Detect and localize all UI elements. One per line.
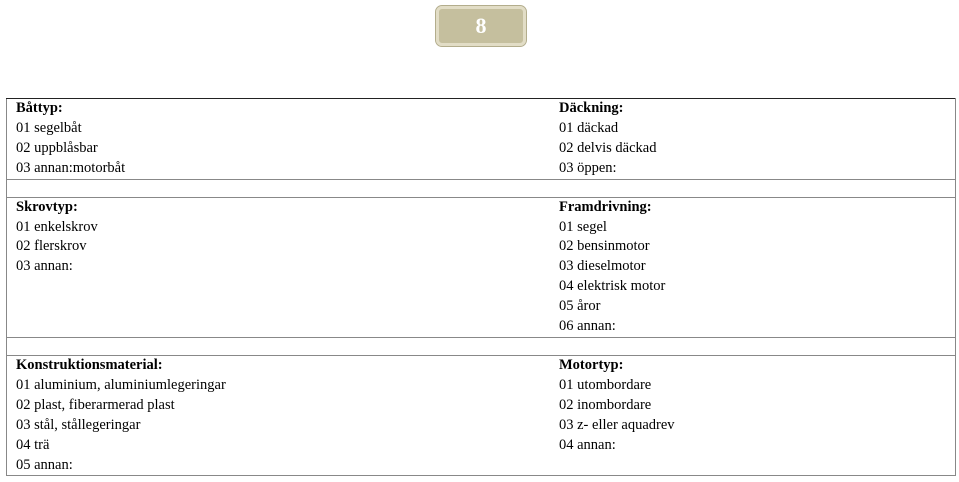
framdrivning-option: 03 dieselmotor: [541, 257, 956, 277]
form-row: [7, 218, 956, 238]
form-row: [7, 257, 956, 277]
motortyp-option: 01 utombordare: [541, 376, 956, 396]
form-row: [7, 119, 956, 139]
form-row: [7, 159, 956, 179]
section-divider: [7, 179, 956, 197]
form-row: [7, 297, 956, 317]
form-row: [7, 317, 956, 337]
framdrivning-option: 05 åror: [541, 297, 956, 317]
section-divider: [7, 337, 956, 355]
framdrivning-option: 02 bensinmotor: [541, 237, 956, 257]
form-row: [7, 277, 956, 297]
motortyp-option: 04 annan:: [541, 436, 956, 456]
form-row: [7, 396, 956, 416]
dackning-option: 03 öppen:: [541, 159, 956, 179]
dackning-heading: Däckning:: [541, 99, 956, 119]
skrovtyp-option: 01 enkelskrov: [7, 218, 542, 238]
skrovtyp-option: 02 flerskrov: [7, 237, 542, 257]
boat-registration-form: [6, 98, 956, 476]
konstruktionsmaterial-option: 02 plast, fiberarmerad plast: [7, 396, 542, 416]
konstruktionsmaterial-option: 03 stål, stållegeringar: [7, 416, 542, 436]
page-number-badge: 8: [436, 6, 526, 46]
motortyp-heading: Motortyp:: [541, 355, 956, 375]
framdrivning-option: 01 segel: [541, 218, 956, 238]
battyp-heading: Båttyp:: [7, 99, 542, 119]
battyp-option: 02 uppblåsbar: [7, 139, 542, 159]
dackning-option: 01 däckad: [541, 119, 956, 139]
skrovtyp-heading: Skrovtyp:: [7, 197, 542, 217]
form-row: [7, 197, 956, 217]
konstruktionsmaterial-heading: Konstruktionsmaterial:: [7, 355, 542, 375]
konstruktionsmaterial-option: 01 aluminium, aluminiumlegeringar: [7, 376, 542, 396]
form-row: [7, 436, 956, 456]
skrovtyp-option: 03 annan:: [7, 257, 542, 277]
dackning-option: 02 delvis däckad: [541, 139, 956, 159]
motortyp-option: 02 inombordare: [541, 396, 956, 416]
form-row: [7, 139, 956, 159]
framdrivning-heading: Framdrivning:: [541, 197, 956, 217]
form-row: [7, 456, 956, 476]
form-row: [7, 376, 956, 396]
konstruktionsmaterial-option: 05 annan:: [7, 456, 542, 476]
battyp-option: 03 annan:motorbåt: [7, 159, 542, 179]
form-row: [7, 99, 956, 119]
form-row: [7, 237, 956, 257]
framdrivning-option: 04 elektrisk motor: [541, 277, 956, 297]
battyp-option: 01 segelbåt: [7, 119, 542, 139]
form-row: [7, 416, 956, 436]
konstruktionsmaterial-option: 04 trä: [7, 436, 542, 456]
form-row: [7, 355, 956, 375]
framdrivning-option: 06 annan:: [541, 317, 956, 337]
motortyp-option: 03 z- eller aquadrev: [541, 416, 956, 436]
